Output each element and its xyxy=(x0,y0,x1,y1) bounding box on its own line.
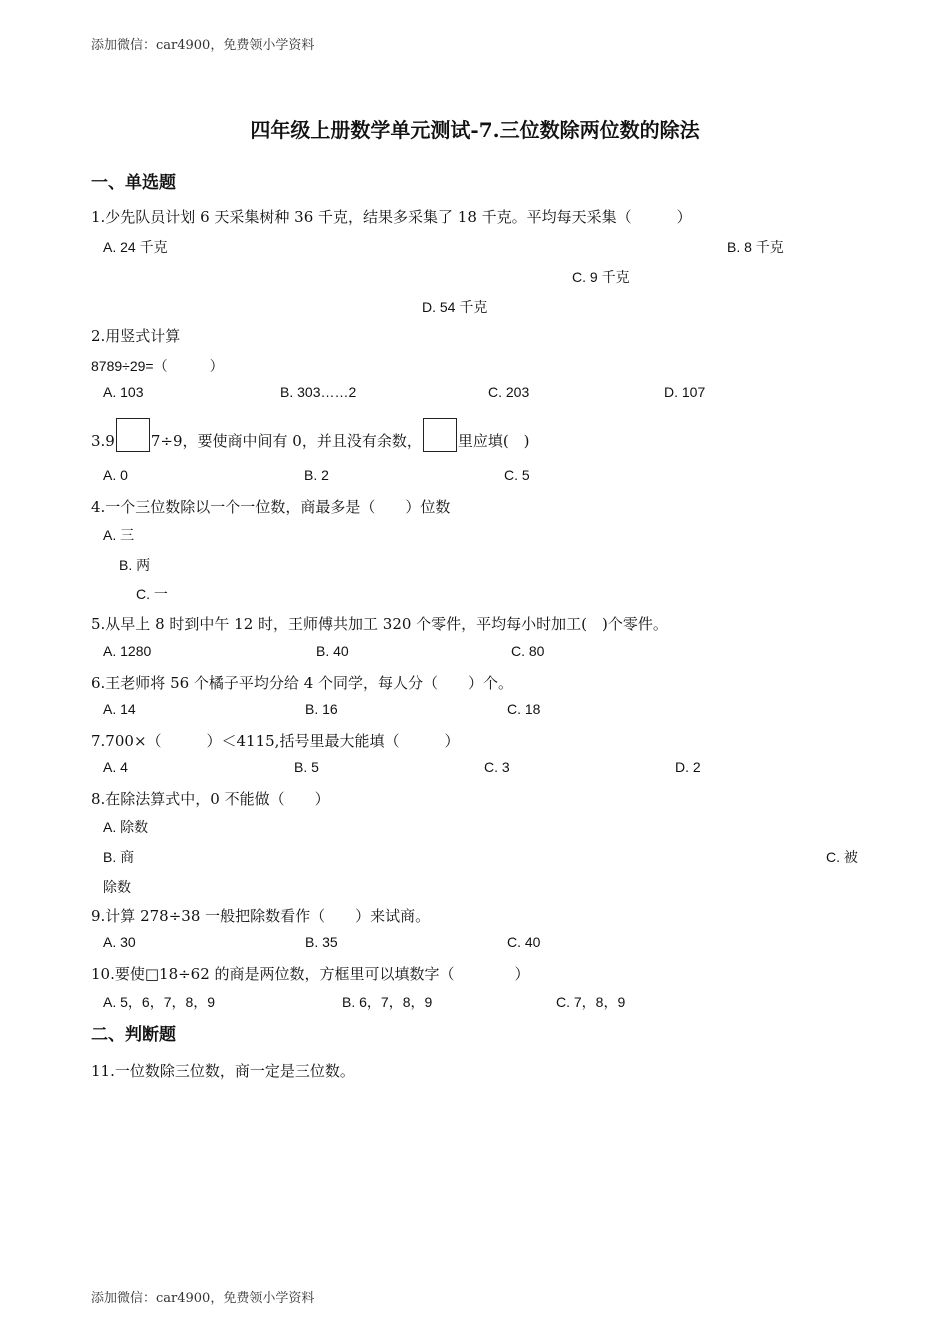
question-9-stem: 9.计算 278÷38 一般把除数看作（ ）来试商。 xyxy=(91,907,431,925)
question-1-option-a[interactable]: A. 24 千克 xyxy=(103,239,168,255)
question-1-option-d[interactable]: D. 54 千克 xyxy=(422,299,488,315)
question-2-option-c[interactable]: C. 203 xyxy=(488,384,530,400)
question-3-option-b[interactable]: B. 2 xyxy=(304,467,329,483)
question-3-stem xyxy=(91,418,530,452)
question-8-option-c-continuation[interactable]: 除数 xyxy=(103,879,131,895)
question-6-option-b[interactable]: B. 16 xyxy=(305,701,338,717)
question-2-option-b[interactable]: B. 303……2 xyxy=(280,384,357,400)
question-9-option-a[interactable]: A. 30 xyxy=(103,934,136,950)
section-heading-single-choice: 一、单选题 xyxy=(91,173,176,193)
question-8-option-a[interactable]: A. 除数 xyxy=(103,819,149,835)
question-4-option-a[interactable]: A. 三 xyxy=(103,527,135,543)
question-1-option-b[interactable]: B. 8 千克 xyxy=(727,239,784,255)
question-2-stem: 2.用竖式计算 xyxy=(91,327,181,345)
question-11-stem: 11.一位数除三位数，商一定是三位数。 xyxy=(91,1062,355,1080)
question-1-stem: 1.少先队员计划 6 天采集树种 36 千克，结果多采集了 18 千克。平均每天采集（ ） xyxy=(91,208,692,226)
question-7-option-b[interactable]: B. 5 xyxy=(294,759,319,775)
question-2-option-a[interactable]: A. 103 xyxy=(103,384,144,400)
question-1-option-c[interactable]: C. 9 千克 xyxy=(572,269,630,285)
question-3-prefix: 3.9 xyxy=(91,432,115,450)
section-heading-true-false: 二、判断题 xyxy=(91,1025,176,1045)
question-6-option-a[interactable]: A. 14 xyxy=(103,701,136,717)
question-10-stem: 10.要使□18÷62 的商是两位数，方框里可以填数字（ ） xyxy=(91,965,530,983)
question-5-option-b[interactable]: B. 40 xyxy=(316,643,349,659)
question-7-stem: 7.700×（ ）＜4115,括号里最大能填（ ） xyxy=(91,732,460,750)
footer-note: 添加微信：car4900，免费领小学资料 xyxy=(91,1291,315,1306)
question-9-option-c[interactable]: C. 40 xyxy=(507,934,541,950)
question-10-option-c[interactable]: C. 7，8，9 xyxy=(556,994,626,1010)
question-8-option-c[interactable]: C. 被 xyxy=(826,849,858,865)
question-6-stem: 6.王老师将 56 个橘子平均分给 4 个同学，每人分（ ）个。 xyxy=(91,674,514,692)
question-7-option-d[interactable]: D. 2 xyxy=(675,759,701,775)
question-2-option-d[interactable]: D. 107 xyxy=(664,384,706,400)
question-2-expression: 8789÷29=（ ） xyxy=(91,358,224,374)
header-note: 添加微信：car4900，免费领小学资料 xyxy=(91,38,315,53)
question-3-option-c[interactable]: C. 5 xyxy=(504,467,530,483)
question-7-option-c[interactable]: C. 3 xyxy=(484,759,510,775)
question-4-option-c[interactable]: C. 一 xyxy=(136,586,168,602)
question-6-option-c[interactable]: C. 18 xyxy=(507,701,541,717)
page-title: 四年级上册数学单元测试-7.三位数除两位数的除法 xyxy=(250,118,700,142)
question-4-stem: 4.一个三位数除以一个一位数，商最多是（ ）位数 xyxy=(91,498,451,516)
question-5-option-a[interactable]: A. 1280 xyxy=(103,643,152,659)
question-5-option-c[interactable]: C. 80 xyxy=(511,643,545,659)
question-5-stem: 5.从早上 8 时到中午 12 时，王师傅共加工 320 个零件，平均每小时加工( )个零件。 xyxy=(91,615,668,633)
question-7-option-a[interactable]: A. 4 xyxy=(103,759,128,775)
question-3-suffix: 里应填( ) xyxy=(457,432,530,450)
question-8-option-b[interactable]: B. 商 xyxy=(103,849,135,865)
question-9-option-b[interactable]: B. 35 xyxy=(305,934,338,950)
answer-box[interactable] xyxy=(116,418,150,452)
question-8-stem: 8.在除法算式中，0 不能做（ ） xyxy=(91,790,330,808)
question-3-option-a[interactable]: A. 0 xyxy=(103,467,128,483)
question-3-middle: 7÷9，要使商中间有 0，并且没有余数， xyxy=(150,432,422,450)
question-10-option-b[interactable]: B. 6，7，8，9 xyxy=(342,994,433,1010)
answer-box[interactable] xyxy=(423,418,457,452)
question-4-option-b[interactable]: B. 两 xyxy=(119,557,151,573)
question-10-option-a[interactable]: A. 5，6，7，8，9 xyxy=(103,994,216,1010)
